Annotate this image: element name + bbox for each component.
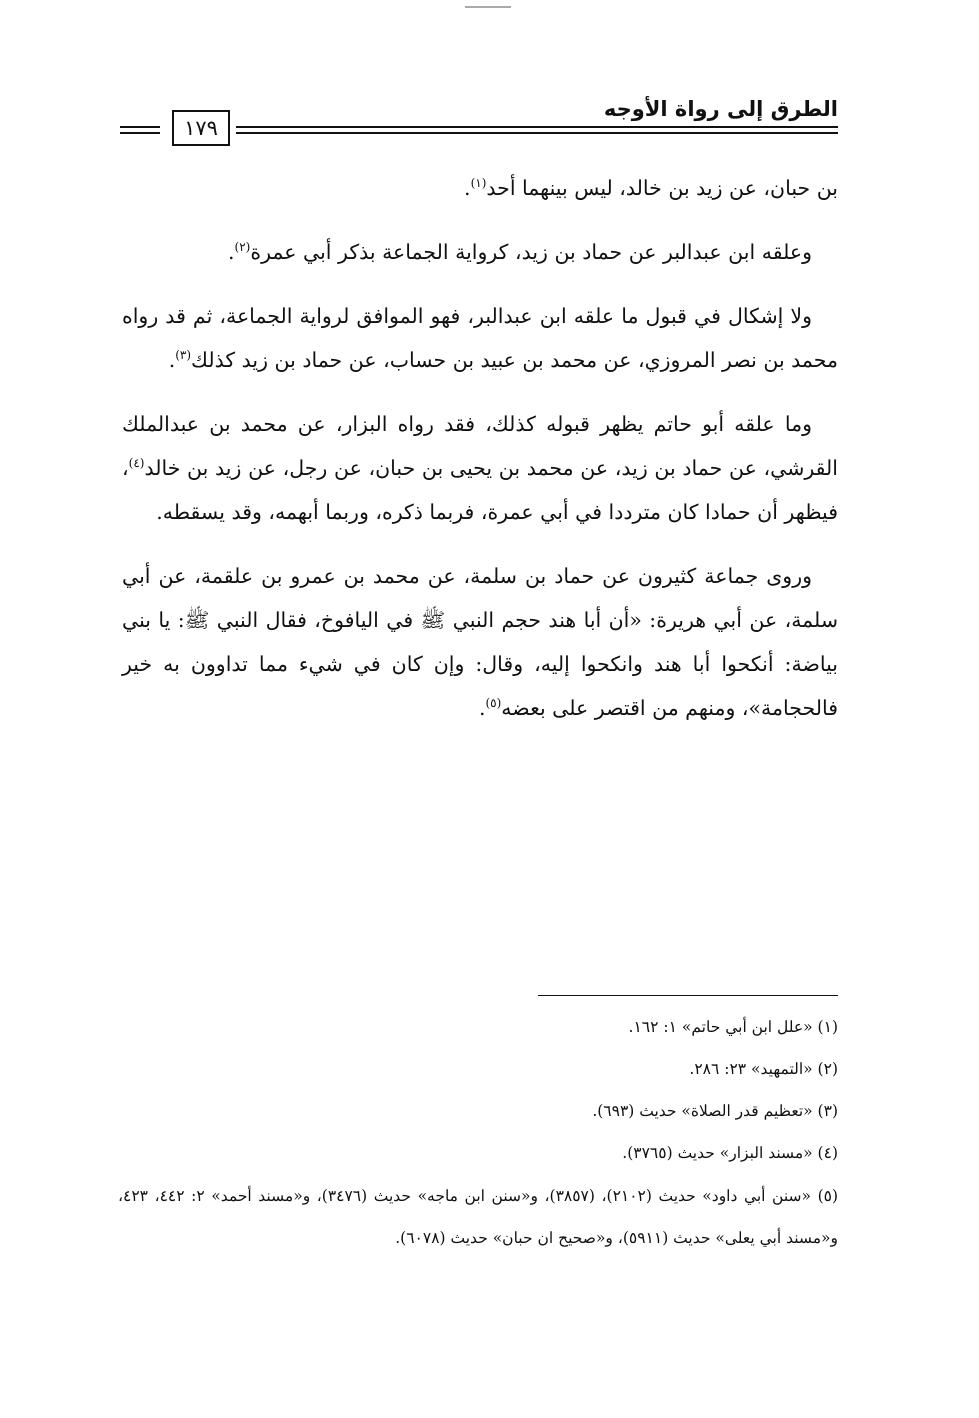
top-crop-mark: [465, 6, 511, 8]
footnote-ref-5: (٥): [485, 696, 502, 711]
paragraph-5: وروى جماعة كثيرون عن حماد بن سلمة، عن محمد بن عمرو بن علقمة، عن أبي سلمة، عن أبي هريرة: «أن أبا هند حجم النبي ﷺ في اليافوخ، فقال النبي ﷺ: يا بني بياضة: أنكحوا أبا هند وانكحوا إليه، وقال: وإن كان في شيء مما تداوون به خير فالحجامة»، ومنهم من اقتصر على بعضه$^{(٥)}$.: [122, 564, 838, 720]
footnotes: [118, 1017, 838, 1280]
running-title: الطرق إلى رواة الأوجه: [603, 97, 838, 121]
footnote-3: (٣) «تعظيم قدر الصلاة» حديث (٦٩٣).: [592, 1102, 838, 1120]
paragraph-1: بن حبان، عن زيد بن خالد، ليس بينهما أحد$^{(١)}$.: [464, 176, 838, 200]
paragraph-3: ولا إشكال في قبول ما علقه ابن عبدالبر، فهو الموافق لرواية الجماعة، ثم قد رواه محمد بن نصر المروزي، عن محمد بن عبيد بن حساب، عن حماد بن زيد كذلك$^{(٣)}$.: [122, 304, 838, 372]
footnote-5: (٥) «سنن أبي داود» حديث (٢١٠٢)، (٣٨٥٧)، و«سنن ابن ماجه» حديث (٣٤٧٦)، و«مسند أحمد» ٢: ٤٤٢، ٤٢٣، و«مسند أبي يعلى» حديث (٥٩١١)، و«صحيح ان حبان» حديث (٦٠٧٨).: [118, 1187, 839, 1247]
main-text: [122, 166, 838, 750]
footnote-divider: [538, 995, 838, 996]
footnote-4: (٤) «مسند البزار» حديث (٣٧٦٥).: [622, 1144, 838, 1162]
header-rule-left: [120, 126, 160, 134]
footnote-ref-4: (٤): [128, 456, 145, 471]
footnote-1: (١) «علل ابن أبي حاتم» ١: ١٦٢.: [628, 1018, 838, 1036]
header-rule-right: [236, 126, 838, 134]
footnote-ref-2: (٢): [234, 240, 251, 255]
paragraph-4: وما علقه أبو حاتم يظهر قبوله كذلك، فقد رواه البزار، عن محمد بن عبدالملك القرشي، عن حماد بن زيد، عن محمد بن يحيى بن حبان، عن رجل، عن زيد بن خالد$^{(٤)}$، فيظهر أن حمادا كان مترددا في أبي عمرة، فربما ذكره، وربما أبهمه، وقد يسقطه.: [122, 412, 838, 524]
footnote-2: (٢) «التمهيد» ٢٣: ٢٨٦.: [689, 1060, 838, 1078]
paragraph-2: وعلقه ابن عبدالبر عن حماد بن زيد، كرواية الجماعة بذكر أبي عمرة$^{(٢)}$.: [228, 240, 812, 264]
page-header: [120, 86, 838, 146]
footnote-ref-1: (١): [470, 176, 487, 191]
page-number: ١٧٩: [172, 110, 230, 146]
footnote-ref-3: (٣): [175, 348, 192, 363]
